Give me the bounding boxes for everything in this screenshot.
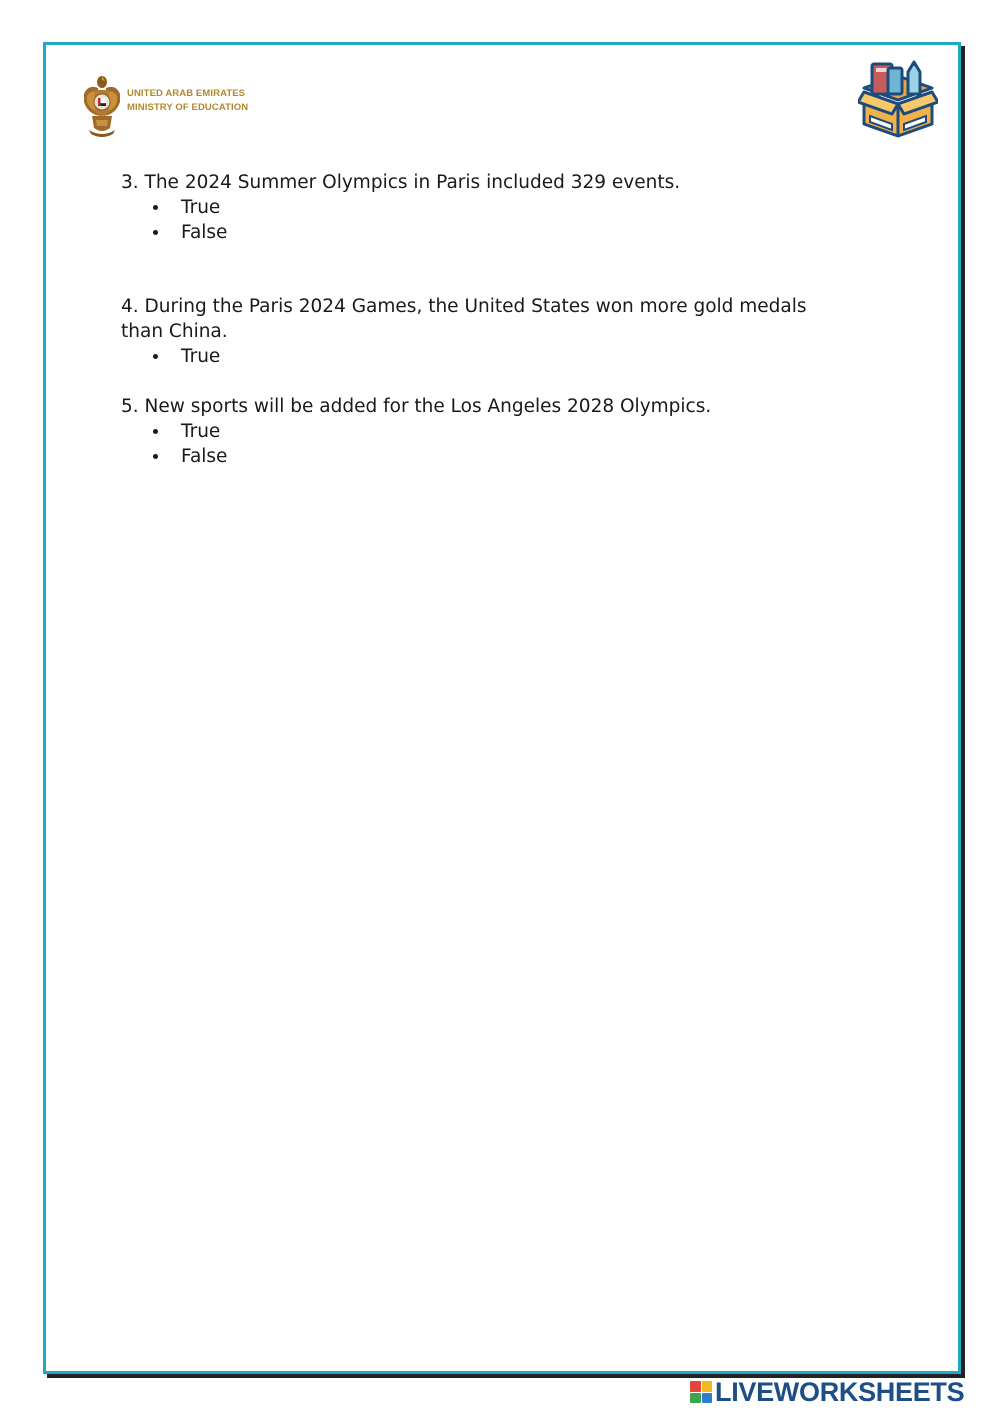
question-5 <box>121 394 841 469</box>
answer-options <box>121 195 841 245</box>
bullet-icon <box>153 205 158 210</box>
option-true[interactable] <box>121 195 841 220</box>
uae-emblem-icon <box>80 72 124 138</box>
option-label: False <box>181 446 228 467</box>
option-label: True <box>181 421 221 442</box>
question-3 <box>121 170 841 245</box>
option-false[interactable] <box>121 444 841 469</box>
option-label: False <box>181 222 228 243</box>
question-text: 3. The 2024 Summer Olympics in Paris included 329 events. <box>121 172 681 193</box>
option-true[interactable] <box>121 419 841 444</box>
liveworksheets-brand[interactable] <box>690 1377 964 1407</box>
option-true[interactable] <box>121 344 841 369</box>
option-label: True <box>181 346 221 367</box>
liveworksheets-wordmark: LIVEWORKSHEETS <box>715 1376 965 1407</box>
bullet-icon <box>153 230 158 235</box>
bullet-icon <box>153 454 158 459</box>
option-label: True <box>181 197 221 218</box>
bullet-icon <box>153 354 158 359</box>
answer-options <box>121 344 841 369</box>
bullet-icon <box>153 429 158 434</box>
question-4 <box>121 294 841 369</box>
questions-section <box>121 170 841 469</box>
question-text: 4. During the Paris 2024 Games, the United States won more gold medals than China. <box>121 296 807 342</box>
question-text: 5. New sports will be added for the Los Angeles 2028 Olympics. <box>121 396 712 417</box>
supplies-box-icon <box>858 58 938 140</box>
ministry-country-text: UNITED ARAB EMIRATES <box>127 88 246 99</box>
option-false[interactable] <box>121 220 841 245</box>
answer-options <box>121 419 841 469</box>
ministry-logo <box>80 72 249 144</box>
liveworksheets-logo-icon <box>690 1381 712 1403</box>
ministry-name-text: MINISTRY OF EDUCATION <box>127 102 249 113</box>
